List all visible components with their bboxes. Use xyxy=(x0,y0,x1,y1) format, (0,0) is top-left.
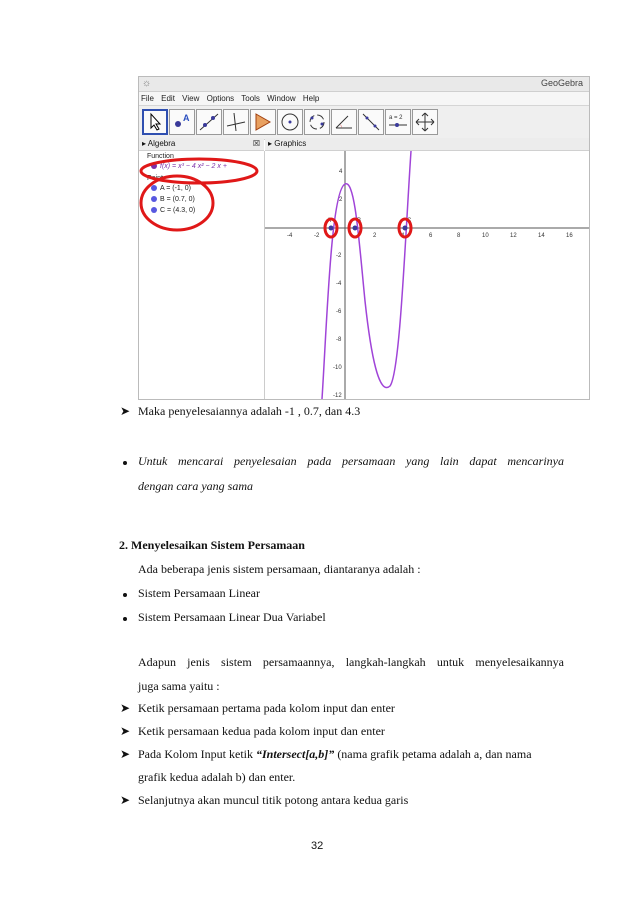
point-b-label: B xyxy=(357,218,362,224)
x-tick-label: 2 xyxy=(373,233,377,239)
angle-icon xyxy=(332,110,356,134)
step-4: Selanjutnya akan muncul titik potong antara kedua garis xyxy=(138,793,409,807)
function-graph[interactable] xyxy=(265,151,589,399)
italic-note-line2: dengan cara yang sama xyxy=(138,479,253,493)
menu-options[interactable]: Options xyxy=(206,94,235,103)
graphics-view-header xyxy=(265,138,589,151)
y-tick-label: -4 xyxy=(336,281,342,287)
step-2: Ketik persamaan kedua pada kolom input dan enter xyxy=(138,724,385,738)
arrow-bullet-icon: ➤ xyxy=(120,701,131,715)
menu-bar xyxy=(139,92,589,105)
cubic-curve[interactable] xyxy=(322,151,411,399)
x-tick-label: 14 xyxy=(538,233,545,239)
menu-tools[interactable]: Tools xyxy=(241,94,260,103)
x-tick-label: 16 xyxy=(566,233,573,239)
type-item: Sistem Persamaan Linear Dua Variabel xyxy=(138,610,326,624)
point-icon xyxy=(170,110,194,134)
line-icon xyxy=(197,110,221,134)
arrow-bullet-icon: ➤ xyxy=(120,747,131,761)
menu-window[interactable]: Window xyxy=(267,94,296,103)
type-item: Sistem Persamaan Linear xyxy=(138,586,260,600)
y-tick-label: -10 xyxy=(333,365,342,371)
geogebra-logo-icon: ☼ xyxy=(142,78,152,89)
x-tick-label: 8 xyxy=(457,233,461,239)
point-item-a[interactable]: A = (-1, 0) xyxy=(151,185,191,192)
app-title: GeoGebra xyxy=(540,78,583,88)
page-number: 32 xyxy=(311,840,324,852)
x-tick-label: -4 xyxy=(287,233,293,239)
polygon-tool-button[interactable] xyxy=(250,109,276,135)
move-view-tool-button[interactable] xyxy=(412,109,438,135)
point-c-marker[interactable] xyxy=(403,226,408,231)
point-heading: Point xyxy=(147,175,163,182)
graphics-title: Graphics xyxy=(274,139,307,148)
circle-icon xyxy=(278,110,302,134)
triangle-right-icon: ▸ xyxy=(268,139,273,148)
reflect-tool-button[interactable] xyxy=(358,109,384,135)
conic-tool-button[interactable] xyxy=(304,109,330,135)
y-tick-label: -2 xyxy=(336,253,342,259)
intro-text: Ada beberapa jenis sistem persamaan, diantaranya adalah : xyxy=(138,562,421,576)
bullet-icon xyxy=(123,593,127,597)
point-item-c[interactable]: C = (4.3, 0) xyxy=(151,207,195,214)
move-tool-button[interactable] xyxy=(142,109,168,135)
algebra-view-header xyxy=(139,138,264,151)
step-3-line2: grafik kedua adalah b) dan enter. xyxy=(138,770,296,784)
algebra-view xyxy=(139,151,265,399)
line-tool-button[interactable] xyxy=(196,109,222,135)
move-view-icon xyxy=(413,110,437,134)
point-c-label: C xyxy=(407,218,412,224)
italic-note-line1: Untuk mencarai penyelesaian pada persamaan yang lain dapat mencarinya xyxy=(138,454,564,468)
y-tick-label: -8 xyxy=(336,337,342,343)
step-3: Pada Kolom Input ketik “Intersect[a,b]” (nama grafik petama adalah a, dan nama xyxy=(138,747,532,761)
point-tool-label: A xyxy=(183,113,190,123)
geogebra-window xyxy=(138,76,590,400)
x-tick-label: 6 xyxy=(429,233,433,239)
arc-icon xyxy=(305,110,329,134)
algebra-title: Algebra xyxy=(147,139,176,148)
cursor-icon xyxy=(144,111,166,133)
toolbar xyxy=(139,105,589,140)
paragraph-line1: Adapun jenis sistem persamaannya, langkah-langkah untuk menyelesaikannya xyxy=(138,655,564,669)
x-tick-label: -2 xyxy=(314,233,320,239)
bullet-icon xyxy=(123,461,127,465)
y-tick-label: 2 xyxy=(339,197,343,203)
y-tick-label: -12 xyxy=(333,393,342,399)
graphics-view[interactable] xyxy=(265,151,589,399)
triangle-right-icon: ▸ xyxy=(142,139,147,148)
slider-icon xyxy=(386,110,410,134)
function-heading: Function xyxy=(147,153,174,160)
intersect-command: “Intersect[a,b]” xyxy=(255,747,335,761)
circle-tool-button[interactable] xyxy=(277,109,303,135)
arrow-bullet-icon: ➤ xyxy=(120,724,131,738)
reflect-icon xyxy=(359,110,383,134)
perpendicular-tool-button[interactable] xyxy=(223,109,249,135)
title-bar xyxy=(139,77,589,92)
point-tool-button[interactable] xyxy=(169,109,195,135)
perpendicular-line-icon xyxy=(224,110,248,134)
result-line: Maka penyelesaiannya adalah -1 , 0.7, dan 4.3 xyxy=(138,404,361,418)
x-tick-label: 12 xyxy=(510,233,517,239)
menu-file[interactable]: File xyxy=(141,94,154,103)
paragraph-line2: juga sama yaitu : xyxy=(138,679,220,693)
point-a-marker[interactable] xyxy=(329,226,334,231)
close-icon[interactable]: ☒ xyxy=(252,139,260,148)
x-tick-label: 4 xyxy=(401,233,405,239)
y-tick-label: 4 xyxy=(339,169,343,175)
menu-help[interactable]: Help xyxy=(302,94,320,103)
function-expression: f(x) = x³ − 4 x² − 2 x + xyxy=(160,163,227,170)
menu-edit[interactable]: Edit xyxy=(161,94,175,103)
point-item-b[interactable]: B = (0.7, 0) xyxy=(151,196,195,203)
menu-view[interactable]: View xyxy=(182,94,200,103)
arrow-bullet-icon: ➤ xyxy=(120,793,131,807)
x-tick-label: 10 xyxy=(482,233,489,239)
red-circle-annotation xyxy=(139,151,264,241)
slider-tool-label: a = 2 xyxy=(389,115,403,121)
step-1: Ketik persamaan pertama pada kolom input dan enter xyxy=(138,701,395,715)
arrow-bullet-icon: ➤ xyxy=(120,404,131,418)
polygon-icon xyxy=(251,110,275,134)
point-b-marker[interactable] xyxy=(353,226,358,231)
y-tick-label: -6 xyxy=(336,309,342,315)
slider-tool-button[interactable] xyxy=(385,109,411,135)
bullet-icon xyxy=(123,617,127,621)
section-title: 2. Menyelesaikan Sistem Persamaan xyxy=(119,538,305,552)
point-a-label: A xyxy=(327,218,332,224)
angle-tool-button[interactable] xyxy=(331,109,357,135)
